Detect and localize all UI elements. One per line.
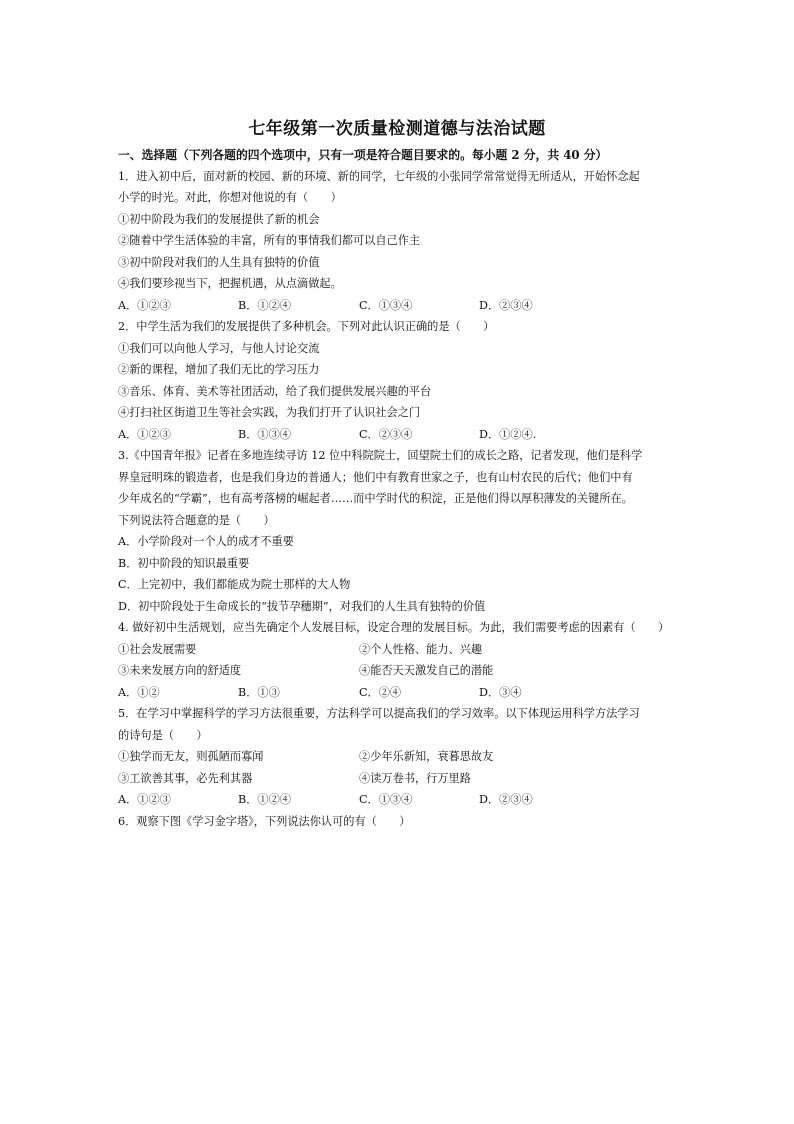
question-6-stem: 6．观察下图《学习金字塔》，下列说法你认可的有（ ） [118, 815, 411, 828]
question-5-item: ②少年乐新知，衰暮思故友 [359, 750, 494, 763]
question-1-option-b: B．①②④ [238, 299, 291, 312]
question-1-stem: 1．进入初中后，面对新的校园、新的环境、新的同学，七年级的小张同学常常觉得无所适从，开始怀念起 [118, 170, 640, 183]
question-3-option-c: C．上完初中，我们都能成为院士那样的大人物 [118, 578, 351, 591]
question-3-option-b: B．初中阶段的知识最重要 [118, 557, 250, 570]
question-2-item: ②新的课程，增加了我们无比的学习压力 [118, 363, 320, 376]
question-3-option-a: A．小学阶段对一个人的成才不重要 [118, 535, 294, 548]
question-3-stem: 3.《中国青年报》记者在多地连续寻访 12 位中科院院士，回望院士们的成长之路，记者发现，他们是科学 [118, 449, 643, 462]
question-2-stem: 2．中学生活为我们的发展提供了多种机会。下列对此认识正确的是（ ） [118, 320, 495, 333]
section-heading: 一、选择题（下列各题的四个选项中，只有一项是符合题目要求的。每小题 2 分，共 40 分） [118, 148, 608, 162]
question-1-item: ③初中阶段对我们的人生具有独特的价值 [118, 256, 320, 269]
question-4-stem: 4. 做好初中生活规划，应当先确定个人发展目标，设定合理的发展目标。为此，我们需要考虑的因素有（ ） [118, 621, 670, 634]
question-2-item: ①我们可以向他人学习，与他人讨论交流 [118, 342, 320, 355]
page-title: 七年级第一次质量检测道德与法治试题 [248, 119, 546, 139]
question-4-item: ①社会发展需要 [118, 643, 197, 656]
question-1-option-d: D．②③④ [479, 299, 533, 312]
question-1-option-c: C．①③④ [359, 299, 413, 312]
question-4-option-c: C．②④ [359, 686, 402, 699]
question-3-stem-cont: 下列说法符合题意的是（ ） [118, 514, 275, 527]
question-2-option-b: B．①③④ [238, 428, 291, 441]
question-5-option-d: D．②③④ [479, 793, 533, 806]
question-2-item: ④打扫社区街道卫生等社会实践，为我们打开了认识社会之门 [118, 406, 421, 419]
question-1-item: ④我们要珍视当下，把握机遇，从点滴做起。 [118, 277, 342, 290]
question-4-option-a: A．①② [118, 686, 160, 699]
question-5-option-b: B．①②④ [238, 793, 291, 806]
question-3-stem-cont: 少年成名的“学霸”，也有高考落榜的崛起者……而中学时代的积淀，正是他们得以厚积薄发的关键所在。 [118, 492, 633, 505]
question-2-item: ③音乐、体育、美术等社团活动，给了我们提供发展兴趣的平台 [118, 385, 432, 398]
question-4-item: ②个人性格、能力、兴趣 [359, 643, 483, 656]
question-3-option-d: D．初中阶段处于生命成长的“拔节孕穗期”，对我们的人生具有独特的价值 [118, 600, 486, 613]
question-4-option-b: B．①③ [238, 686, 280, 699]
question-2-option-d: D．①②④. [479, 428, 537, 441]
question-5-item: ④读万卷书，行万里路 [359, 772, 471, 785]
question-5-item: ③工欲善其事，必先利其器 [118, 772, 253, 785]
question-4-item: ③未来发展方向的舒适度 [118, 664, 242, 677]
question-5-item: ①独学而无友，则孤陋而寡闻 [118, 750, 264, 763]
question-5-stem: 5．在学习中掌握科学的学习方法很重要，方法科学可以提高我们的学习效率。以下体现运用科学方法学习 [118, 707, 640, 720]
question-2-option-a: A．①②③ [118, 428, 171, 441]
question-3-stem-cont: 界皇冠明珠的锻造者，也是我们身边的普通人；他们中有教育世家之子，也有山村农民的后代；他们中有 [118, 471, 633, 484]
question-5-stem-cont: 的诗句是（ ） [118, 729, 208, 742]
question-4-option-d: D．③④ [479, 686, 522, 699]
question-1-option-a: A．①②③ [118, 299, 171, 312]
question-5-option-a: A．①②③ [118, 793, 171, 806]
question-2-option-c: C．②③④ [359, 428, 413, 441]
question-5-option-c: C．①③④ [359, 793, 413, 806]
question-1-stem-cont: 小学的时光。对此，你想对他说的有（ ） [118, 191, 342, 204]
question-4-item: ④能否天天激发自己的潜能 [359, 664, 494, 677]
question-1-item: ②随着中学生活体验的丰富，所有的事情我们都可以自己作主 [118, 234, 421, 247]
question-1-item: ①初中阶段为我们的发展提供了新的机会 [118, 213, 320, 226]
